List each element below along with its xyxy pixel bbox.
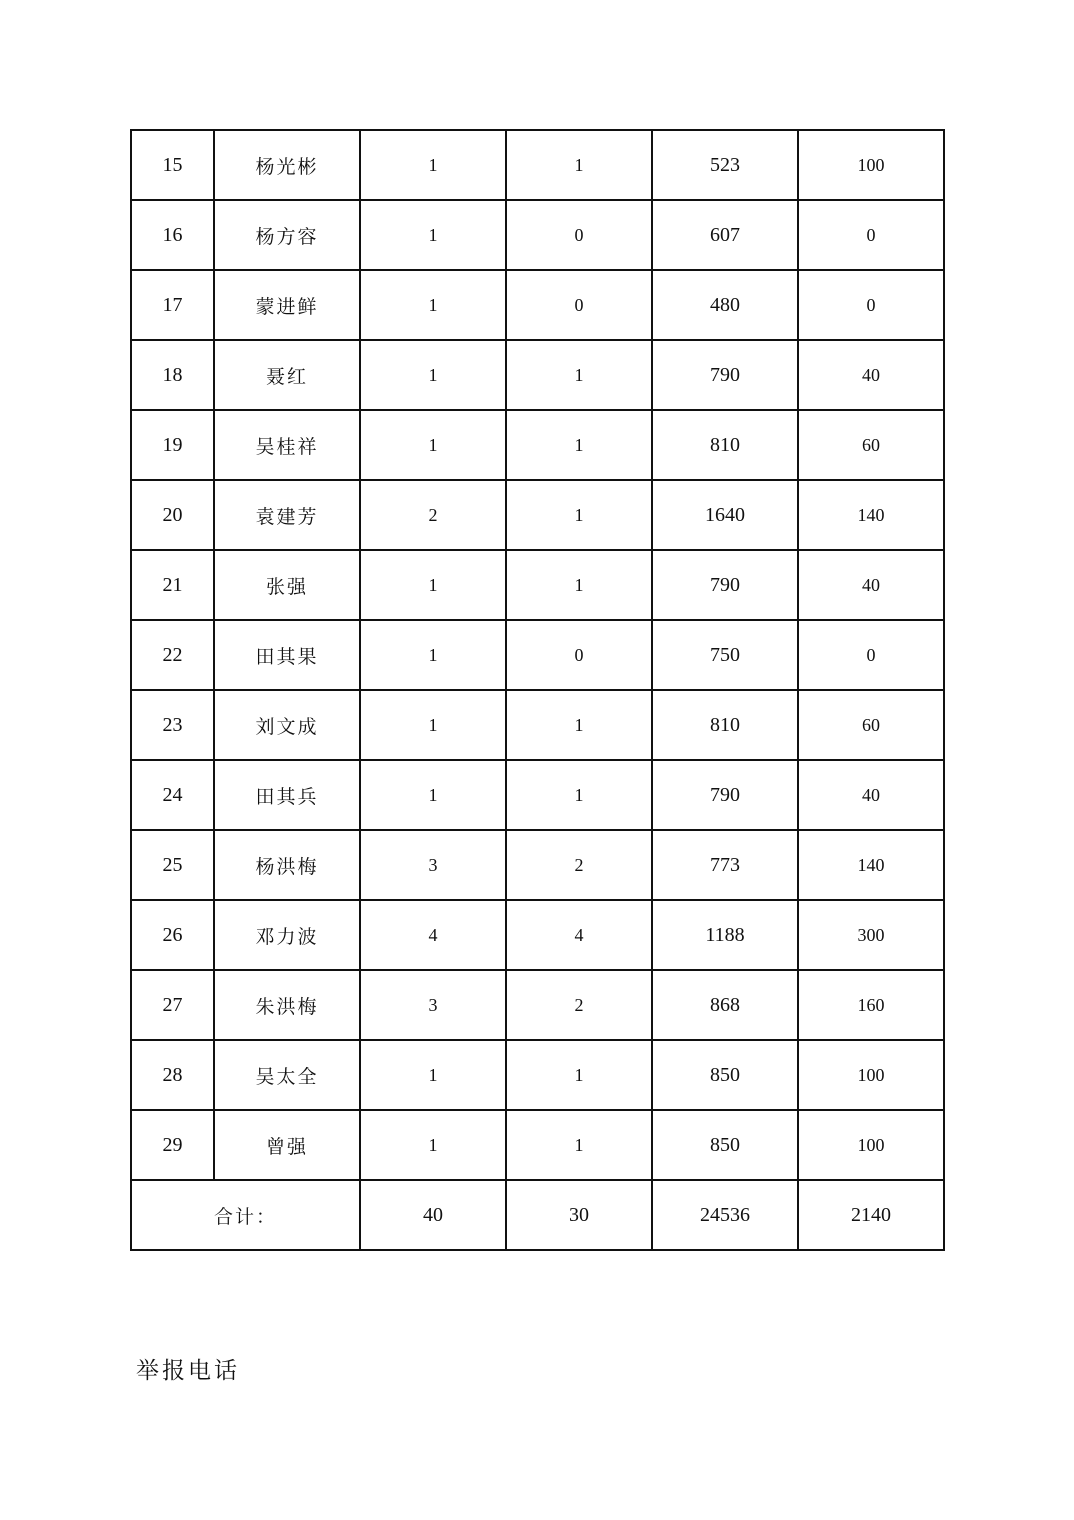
table-row [131, 130, 944, 200]
cell-c: 773 [652, 830, 798, 900]
cell-b: 1 [506, 1040, 652, 1110]
cell-name: 刘文成 [214, 690, 360, 760]
table-row [131, 550, 944, 620]
cell-a: 4 [360, 900, 506, 970]
cell-d: 40 [798, 550, 944, 620]
cell-name: 袁建芳 [214, 480, 360, 550]
cell-no: 16 [131, 200, 214, 270]
footer-note: 举报电话 [136, 1358, 240, 1384]
cell-c: 1640 [652, 480, 798, 550]
cell-c: 810 [652, 410, 798, 480]
cell-b: 1 [506, 480, 652, 550]
cell-c: 750 [652, 620, 798, 690]
cell-c: 868 [652, 970, 798, 1040]
cell-d: 140 [798, 480, 944, 550]
cell-b: 1 [506, 1110, 652, 1180]
cell-b: 1 [506, 550, 652, 620]
table-row [131, 690, 944, 760]
cell-name: 杨方容 [214, 200, 360, 270]
cell-b: 1 [506, 340, 652, 410]
cell-d: 140 [798, 830, 944, 900]
total-d: 2140 [798, 1180, 944, 1250]
cell-name: 蒙进鲜 [214, 270, 360, 340]
cell-no: 22 [131, 620, 214, 690]
cell-name: 田其果 [214, 620, 360, 690]
cell-no: 20 [131, 480, 214, 550]
data-table [130, 129, 945, 1251]
cell-d: 0 [798, 620, 944, 690]
total-a: 40 [360, 1180, 506, 1250]
cell-b: 0 [506, 200, 652, 270]
cell-name: 吴桂祥 [214, 410, 360, 480]
table-row [131, 410, 944, 480]
cell-d: 0 [798, 200, 944, 270]
cell-c: 523 [652, 130, 798, 200]
cell-d: 100 [798, 1040, 944, 1110]
cell-no: 18 [131, 340, 214, 410]
cell-name: 杨光彬 [214, 130, 360, 200]
cell-a: 1 [360, 130, 506, 200]
total-b: 30 [506, 1180, 652, 1250]
cell-no: 17 [131, 270, 214, 340]
cell-name: 吴太全 [214, 1040, 360, 1110]
cell-d: 100 [798, 1110, 944, 1180]
cell-no: 23 [131, 690, 214, 760]
table-row [131, 200, 944, 270]
cell-a: 1 [360, 270, 506, 340]
cell-name: 张强 [214, 550, 360, 620]
table-row [131, 970, 944, 1040]
cell-a: 1 [360, 1040, 506, 1110]
cell-a: 1 [360, 620, 506, 690]
cell-c: 790 [652, 550, 798, 620]
cell-a: 1 [360, 550, 506, 620]
cell-d: 160 [798, 970, 944, 1040]
cell-no: 25 [131, 830, 214, 900]
cell-d: 0 [798, 270, 944, 340]
cell-name: 曾强 [214, 1110, 360, 1180]
cell-a: 3 [360, 830, 506, 900]
table-row [131, 1110, 944, 1180]
cell-no: 15 [131, 130, 214, 200]
cell-no: 28 [131, 1040, 214, 1110]
cell-d: 300 [798, 900, 944, 970]
cell-c: 607 [652, 200, 798, 270]
cell-name: 杨洪梅 [214, 830, 360, 900]
table-row [131, 620, 944, 690]
cell-b: 2 [506, 970, 652, 1040]
cell-a: 1 [360, 340, 506, 410]
cell-no: 26 [131, 900, 214, 970]
table-row [131, 270, 944, 340]
cell-name: 田其兵 [214, 760, 360, 830]
cell-c: 790 [652, 340, 798, 410]
cell-no: 19 [131, 410, 214, 480]
cell-d: 60 [798, 410, 944, 480]
cell-c: 850 [652, 1110, 798, 1180]
total-c: 24536 [652, 1180, 798, 1250]
cell-b: 0 [506, 620, 652, 690]
cell-a: 1 [360, 1110, 506, 1180]
cell-no: 27 [131, 970, 214, 1040]
cell-d: 60 [798, 690, 944, 760]
total-label: 合计： [131, 1180, 360, 1250]
cell-d: 40 [798, 760, 944, 830]
cell-a: 1 [360, 410, 506, 480]
cell-name: 邓力波 [214, 900, 360, 970]
cell-c: 480 [652, 270, 798, 340]
cell-b: 4 [506, 900, 652, 970]
cell-b: 1 [506, 410, 652, 480]
table-row [131, 340, 944, 410]
cell-b: 1 [506, 760, 652, 830]
cell-a: 2 [360, 480, 506, 550]
cell-b: 1 [506, 690, 652, 760]
cell-d: 100 [798, 130, 944, 200]
cell-a: 1 [360, 200, 506, 270]
cell-c: 850 [652, 1040, 798, 1110]
table-row [131, 900, 944, 970]
cell-name: 聂红 [214, 340, 360, 410]
cell-a: 1 [360, 690, 506, 760]
cell-d: 40 [798, 340, 944, 410]
cell-a: 1 [360, 760, 506, 830]
table-row [131, 830, 944, 900]
cell-no: 24 [131, 760, 214, 830]
cell-b: 2 [506, 830, 652, 900]
cell-c: 1188 [652, 900, 798, 970]
cell-c: 810 [652, 690, 798, 760]
cell-b: 0 [506, 270, 652, 340]
table-row [131, 480, 944, 550]
table-body [131, 130, 944, 1180]
cell-no: 29 [131, 1110, 214, 1180]
cell-name: 朱洪梅 [214, 970, 360, 1040]
cell-b: 1 [506, 130, 652, 200]
table-row [131, 1040, 944, 1110]
total-row [131, 1180, 944, 1250]
table-row [131, 760, 944, 830]
cell-no: 21 [131, 550, 214, 620]
cell-c: 790 [652, 760, 798, 830]
cell-a: 3 [360, 970, 506, 1040]
